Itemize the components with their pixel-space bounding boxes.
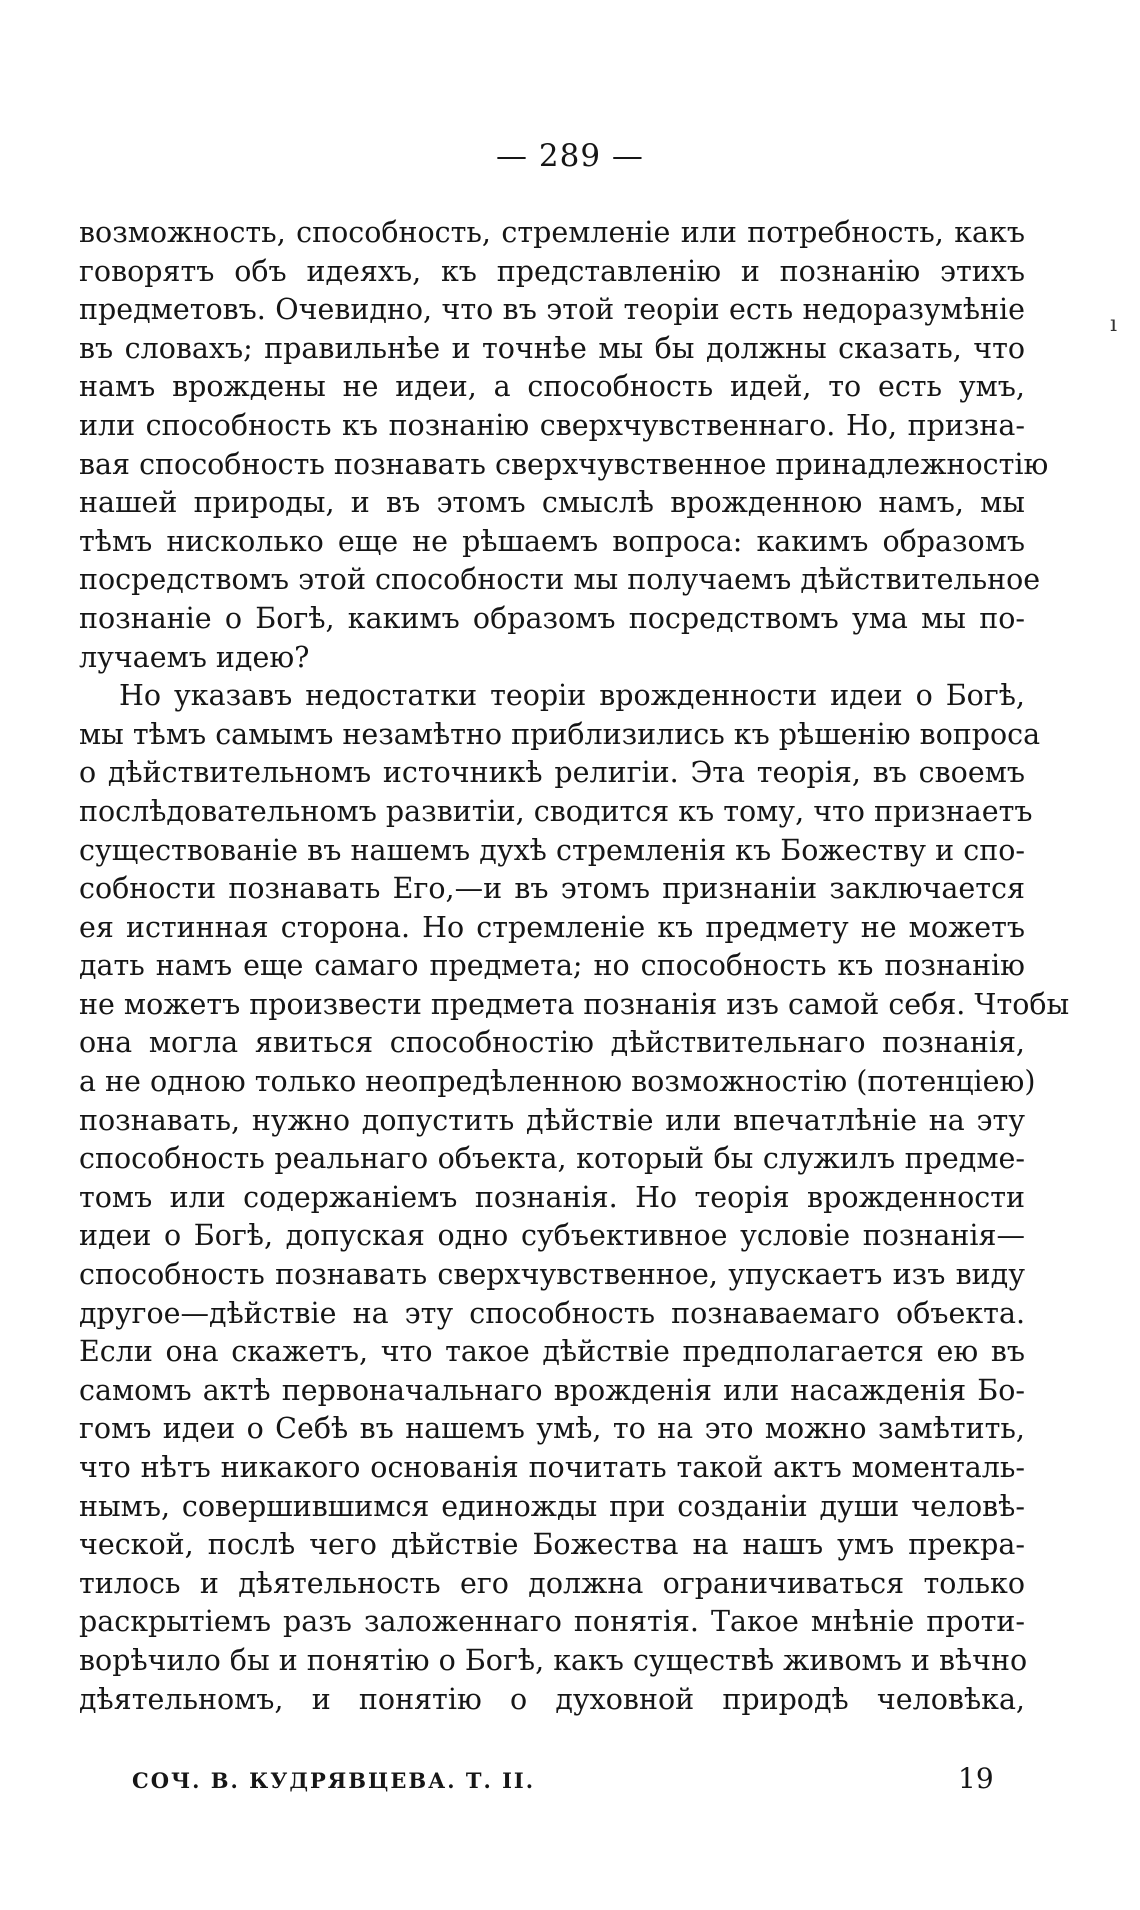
text-line: не можетъ произвести предмета познанія изъ самой себя. Чтобы xyxy=(79,987,1070,1021)
text-line: лучаемъ идею? xyxy=(79,640,310,674)
text-line: идеи о Богѣ, допуская одно субъективное условіе познанія— xyxy=(79,1219,1025,1253)
text-line: въ словахъ; правильнѣе и точнѣе мы бы должны сказать, что xyxy=(79,331,1025,365)
text-line: ческой, послѣ чего дѣйствіе Божества на нашъ умъ прекра- xyxy=(79,1528,1025,1562)
text-line: тилось и дѣятельность его должна ограничиваться только xyxy=(79,1566,1025,1600)
text-line: предметовъ. Очевидно, что въ этой теоріи есть недоразумѣніе xyxy=(79,293,1025,327)
text-line: способность реальнаго объекта, который бы служилъ предме- xyxy=(79,1142,1025,1176)
text-line: дать намъ еще самаго предмета; но способность къ познанію xyxy=(79,949,1025,983)
text-line: возможность, способность, стремленіе или потребность, какъ xyxy=(79,216,1025,249)
text-line: самомъ актѣ первоначальнаго врожденія или насажденія Бо- xyxy=(79,1373,1025,1407)
text-line: томъ или содержаніемъ познанія. Но теорія врожденности xyxy=(79,1180,1025,1214)
text-line: познавать, нужно допустить дѣйствіе или впечатлѣніе на эту xyxy=(79,1103,1025,1137)
text-line: Если она скажетъ, что такое дѣйствіе предполагается ею въ xyxy=(79,1335,1025,1369)
page-number: — 289 — xyxy=(496,138,644,174)
text-line: ея истинная сторона. Но стремленіе къ предмету не можетъ xyxy=(79,910,1025,944)
text-line: вая способность познавать сверхчувственное принадлежностію xyxy=(79,447,1049,481)
text-line: ворѣчило бы и понятію о Богѣ, какъ существѣ живомъ и вѣчно xyxy=(79,1643,1028,1677)
text-line: она могла явиться способностію дѣйствительнаго познанія, xyxy=(79,1026,1025,1060)
text-line: дѣятельномъ, и понятію о духовной природѣ человѣка, xyxy=(79,1682,1025,1716)
text-line: или способность къ познанію сверхчувственнаго. Но, призна- xyxy=(79,408,1025,442)
text-line: что нѣтъ никакого основанія почитать такой актъ моменталь- xyxy=(79,1451,1025,1484)
text-line: намъ врождены не идеи, а способность идей, то есть умъ, xyxy=(79,370,1025,404)
text-line: познаніе о Богѣ, какимъ образомъ посредствомъ ума мы по- xyxy=(79,601,1025,635)
text-line: послѣдовательномъ развитіи, сводится къ тому, что признаетъ xyxy=(79,794,1033,828)
signature-mark: СОЧ. В. КУДРЯВЦЕВА. Т. II. xyxy=(132,1768,536,1793)
body-text xyxy=(79,214,1070,1719)
text-line: существованіе въ нашемъ духѣ стремленія къ Божеству и спо- xyxy=(79,833,1025,867)
text-line: о дѣйствительномъ источникѣ религіи. Эта теорія, въ своемъ xyxy=(79,756,1025,790)
text-line: другое—дѣйствіе на эту способность познаваемаго объекта. xyxy=(79,1296,1025,1330)
text-line: нашей природы, и въ этомъ смыслѣ врожденною намъ, мы xyxy=(79,486,1025,520)
text-line: говорятъ объ идеяхъ, къ представленію и познанію этихъ xyxy=(79,254,1025,288)
text-line: собности познавать Его,—и въ этомъ признаніи заключается xyxy=(79,872,1025,906)
text-line: а не одною только неопредѣленною возможностію (потенціею) xyxy=(79,1065,1036,1099)
text-line: раскрытіемъ разъ заложеннаго понятія. Такое мнѣніе проти- xyxy=(79,1605,1025,1639)
text-line: посредствомъ этой способности мы получаемъ дѣйствительное xyxy=(79,563,1041,597)
text-line: способность познавать сверхчувственное, упускаетъ изъ виду xyxy=(79,1258,1025,1292)
text-line: мы тѣмъ самымъ незамѣтно приблизились къ рѣшенію вопроса xyxy=(79,717,1041,751)
margin-mark: ı xyxy=(1110,312,1118,337)
text-line: Но указавъ недостатки теоріи врожденности идеи о Богѣ, xyxy=(119,679,1025,713)
text-line: тѣмъ нисколько еще не рѣшаемъ вопроса: какимъ образомъ xyxy=(79,524,1025,558)
text-line: нымъ, совершившимся единожды при созданіи души человѣ- xyxy=(79,1489,1025,1523)
text-line: гомъ идеи о Себѣ въ нашемъ умѣ, то на это можно замѣтить, xyxy=(79,1412,1025,1446)
sheet-number: 19 xyxy=(958,1762,994,1795)
